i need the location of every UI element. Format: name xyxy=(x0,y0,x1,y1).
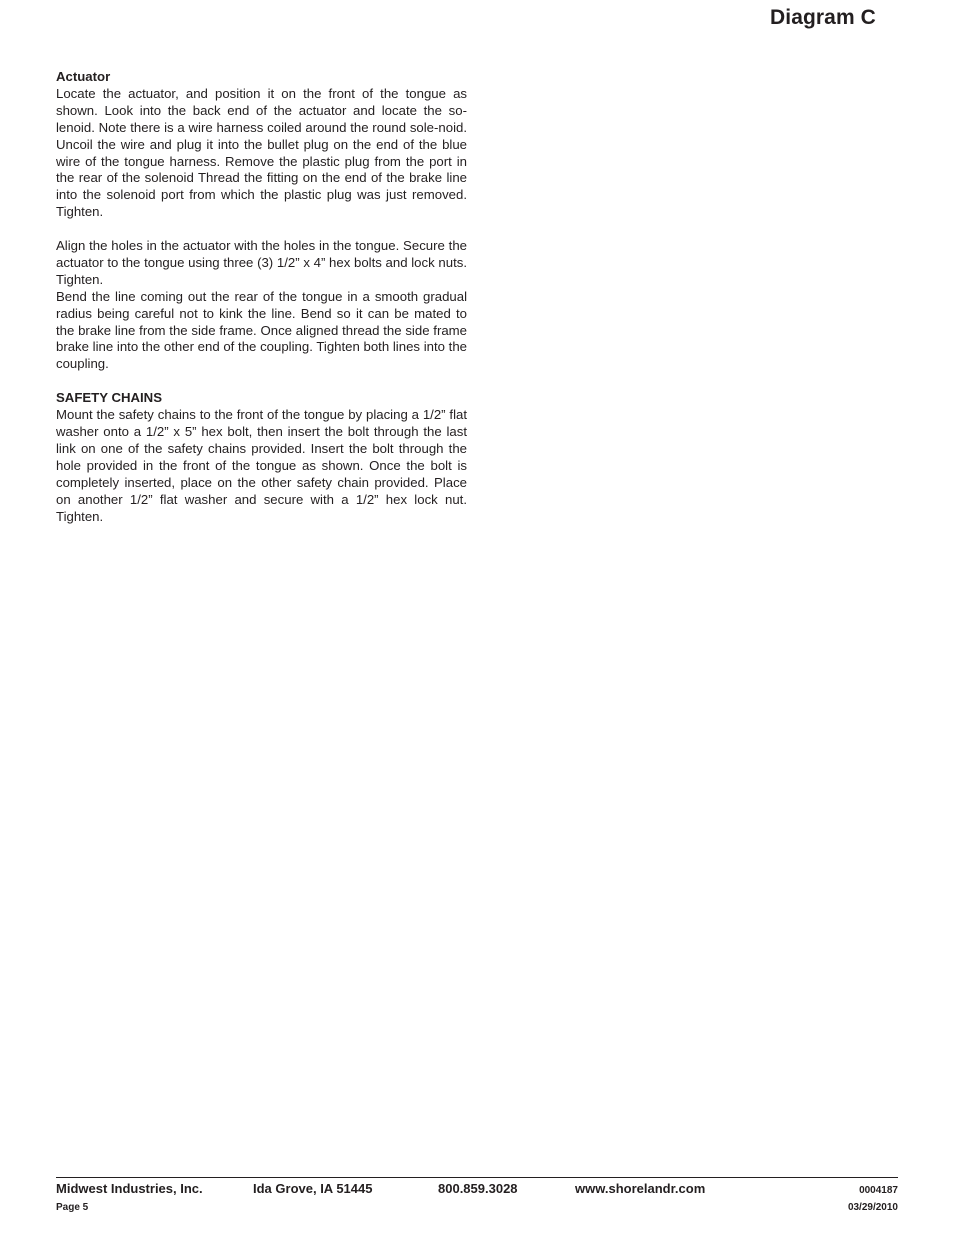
footer-location: Ida Grove, IA 51445 xyxy=(253,1181,373,1196)
actuator-heading: Actuator xyxy=(56,69,111,84)
footer-part-number: 0004187 xyxy=(859,1185,898,1196)
actuator-paragraph-1: Locate the actuator, and position it on the front of the tongue as shown. Look into the back end of the actuator and locate the so-lenoid. Note there is a wire harness coiled around the round sole-noid. Uncoil the wire and plug it into the bullet plug on the end of the blue wire of the tongue harness. Remove the plastic plug from the port in the rear of the solenoid Thread the fitting on the end of the brake line into the solenoid port from which the plastic plug was just removed. Tighten. xyxy=(56,85,467,220)
diagram-title: Diagram C xyxy=(770,6,876,29)
safety-chains-paragraph: Mount the safety chains to the front of the tongue by placing a 1/2” flat washer onto a 1/2” x 5” hex bolt, then insert the bolt through the last link on one of the safety chains provided. Insert the bolt through the hole provided in the front of the tongue as shown. Once the bolt is completely inserted, place on the other safety chain provided. Place on another 1/2” flat washer and secure with a 1/2” hex lock nut. Tighten. xyxy=(56,407,467,524)
instructions-column xyxy=(56,69,467,525)
footer-phone: 800.859.3028 xyxy=(438,1181,518,1196)
footer-company: Midwest Industries, Inc. xyxy=(56,1181,203,1196)
safety-chains-heading: SAFETY CHAINS xyxy=(56,390,163,406)
actuator-paragraph-2: Align the holes in the actuator with the holes in the tongue. Secure the actuator to the tongue using three (3) 1/2” x 4” hex bolts and lock nuts. Tighten. xyxy=(56,238,467,287)
footer-website: www.shorelandr.com xyxy=(575,1181,706,1196)
paragraph-gap xyxy=(56,373,467,390)
footer-divider xyxy=(56,1177,898,1178)
actuator-paragraph-3: Bend the line coming out the rear of the tongue in a smooth gradual radius being careful not to kink the line. Bend so it can be mated to the brake line from the side frame. Once aligned thread the side frame brake line into the other end of the coupling. Tighten both lines into the coupling. xyxy=(56,288,467,372)
paragraph-gap xyxy=(56,221,467,238)
footer-page-number: Page 5 xyxy=(56,1202,89,1213)
footer-date: 03/29/2010 xyxy=(847,1202,898,1213)
